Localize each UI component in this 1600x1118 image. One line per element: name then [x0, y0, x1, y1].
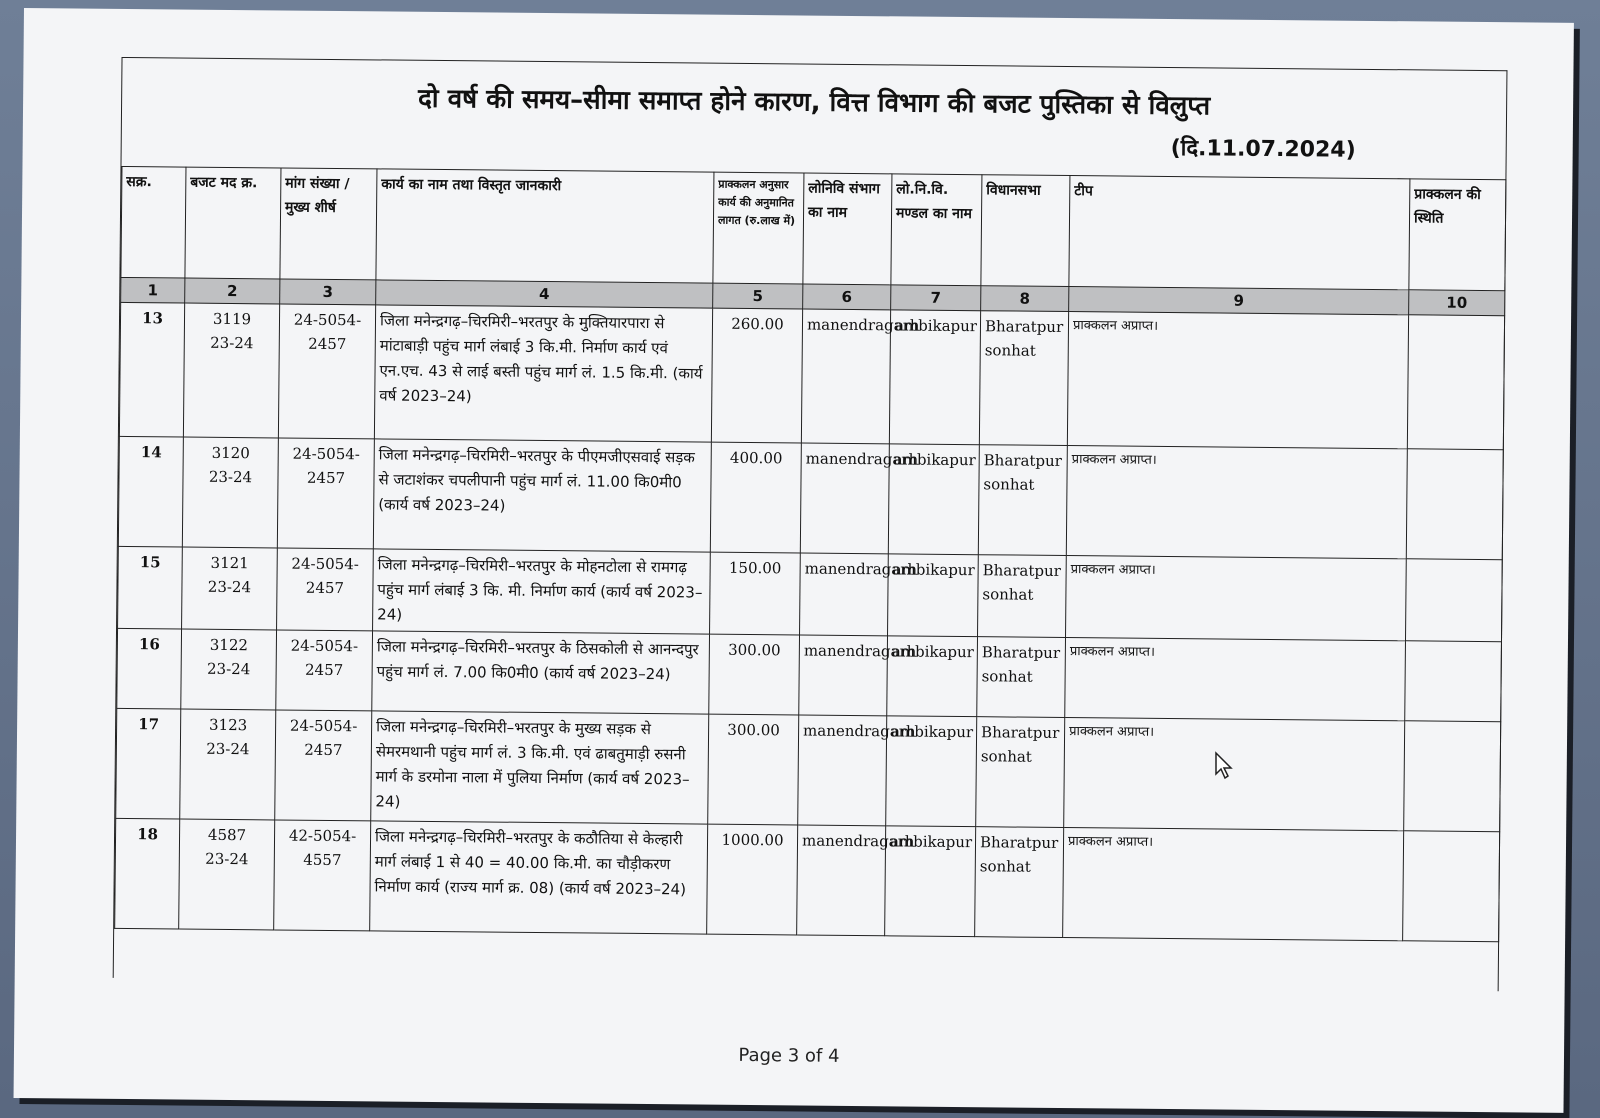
cell-cost: 300.00 [709, 634, 800, 715]
cell-circle: ambikapur [885, 826, 976, 937]
cell-status [1405, 559, 1502, 642]
cell-demand: 24-5054- 2457 [276, 630, 373, 711]
table-row [119, 302, 1504, 449]
cell-budget: 3120 23-24 [182, 437, 278, 548]
cell-budget: 3123 23-24 [180, 709, 276, 820]
document-frame [113, 57, 1508, 991]
header-work: कार्य का नाम तथा विस्तृत जानकारी [376, 169, 714, 283]
header-remark: टीप [1069, 176, 1410, 290]
cell-circle: ambikapur [886, 716, 977, 827]
table-row [117, 628, 1502, 721]
column-number: 3 [280, 279, 376, 305]
column-number: 7 [891, 285, 981, 311]
cell-demand: 42-5054- 4557 [274, 820, 371, 931]
cell-sno: 17 [116, 708, 181, 819]
cell-sno: 14 [118, 436, 183, 547]
cell-circle: ambikapur [887, 636, 978, 717]
cell-assembly: Bharatpur sonhat [975, 827, 1064, 938]
cell-remark: प्राक्कलन अप्राप्त। [1064, 718, 1405, 831]
cell-assembly: Bharatpur sonhat [979, 311, 1068, 446]
cell-budget: 3122 23-24 [181, 629, 277, 710]
document-date: (दि.11.07.2024) [1170, 136, 1356, 163]
header-budget: बजट मद क्र. [185, 167, 281, 279]
cell-demand: 24-5054- 2457 [277, 548, 374, 631]
mouse-cursor-icon [1214, 752, 1234, 780]
cell-work: जिला मनेन्द्रगढ़–चिरमिरी–भरतपुर के ठिसकोली से आनन्दपुर पहुंच मार्ग लं. 7.00 कि0मी0 (कार्य वर्ष 2023–24) [372, 631, 710, 714]
column-number: 8 [981, 286, 1069, 312]
header-status: प्राक्कलन की स्थिति [1409, 179, 1506, 291]
cell-cost: 300.00 [708, 714, 799, 825]
column-number: 2 [185, 278, 280, 304]
cell-demand: 24-5054- 2457 [278, 304, 375, 439]
header-sno: सक्र. [121, 166, 186, 278]
cell-remark: प्राक्कलन अप्राप्त। [1067, 312, 1408, 449]
cell-assembly: Bharatpur sonhat [977, 637, 1066, 718]
cell-remark: प्राक्कलन अप्राप्त। [1066, 556, 1407, 641]
cell-assembly: Bharatpur sonhat [978, 445, 1067, 556]
cell-sno: 16 [117, 628, 182, 709]
cell-cost: 1000.00 [707, 824, 798, 935]
cell-division: manendragarh [797, 825, 886, 936]
table-row [118, 436, 1503, 559]
cell-circle: ambikapur [888, 444, 979, 555]
cell-remark: प्राक्कलन अप्राप्त। [1066, 446, 1407, 559]
cell-division: manendragarh [801, 309, 890, 444]
cell-cost: 400.00 [710, 442, 801, 553]
cell-work: जिला मनेन्द्रगढ़–चिरमिरी–भरतपुर के कठौतिया से केल्हारी मार्ग लंबाई 1 से 40 = 40.00 कि.मी. का चौड़ीकरण निर्माण कार्य (राज्य मार्ग क्र. 08) (कार्य वर्ष 2023–24) [370, 821, 708, 934]
cell-division: manendragarh [800, 443, 889, 554]
column-number: 6 [803, 284, 891, 310]
cell-sno: 15 [118, 546, 183, 629]
column-number: 4 [376, 280, 713, 308]
cell-status [1406, 449, 1503, 560]
header-row [121, 166, 1506, 290]
cell-division: manendragarh [800, 553, 889, 636]
works-table [114, 166, 1506, 942]
cell-work: जिला मनेन्द्रगढ़–चिरमिरी–भरतपुर के पीएमजीएसवाई सड़क से जटाशंकर चपलीपानी पहुंच मार्ग लं. 11.00 कि0मी0 (कार्य वर्ष 2023–24) [373, 439, 711, 552]
table-row [118, 546, 1503, 641]
column-number: 9 [1069, 287, 1409, 315]
cell-status [1405, 641, 1502, 722]
cell-division: manendragarh [799, 635, 888, 716]
cell-budget: 3121 23-24 [182, 547, 278, 630]
cell-demand: 24-5054- 2457 [277, 438, 374, 549]
column-number: 10 [1409, 290, 1505, 316]
cell-sno: 18 [115, 818, 180, 929]
document-page [14, 8, 1574, 1113]
cell-budget: 3119 23-24 [183, 303, 279, 438]
cell-assembly: Bharatpur sonhat [978, 555, 1067, 638]
header-assembly: विधानसभा [981, 175, 1070, 287]
cell-cost: 260.00 [711, 308, 802, 443]
cell-remark: प्राक्कलन अप्राप्त। [1063, 828, 1404, 941]
cell-sno: 13 [119, 302, 184, 437]
cell-demand: 24-5054- 2457 [275, 710, 372, 821]
header-division: लोनिवि संभाग का नाम [803, 173, 892, 285]
column-number: 5 [713, 283, 803, 309]
cell-work: जिला मनेन्द्रगढ़–चिरमिरी–भरतपुर के मोहनटोला से रामगढ़ पहुंच मार्ग लंबाई 3 कि. मी. निर्माण कार्य (कार्य वर्ष 2023–24) [373, 549, 711, 634]
header-cost: प्राक्कलन अनुसार कार्य की अनुमानित लागत (रु.लाख में) [713, 172, 804, 284]
cell-status [1407, 315, 1504, 450]
document-title: दो वर्ष की समय–सीमा समाप्त होने कारण, वित्त विभाग की बजट पुस्तिका से विलुप्त [417, 83, 1211, 122]
table-row [116, 708, 1501, 831]
header-circle: लो.नि.वि. मण्डल का नाम [891, 174, 982, 286]
column-number: 1 [121, 277, 185, 303]
cell-work: जिला मनेन्द्रगढ़–चिरमिरी–भरतपुर के मुक्तियारपारा से मांटाबाड़ी पहुंच मार्ग लंबाई 3 कि.मी. निर्माण कार्य एवं एन.एच. 43 से लाई बस्ती पहुंच मार्ग लं. 1.5 कि.मी. (कार्य वर्ष 2023–24) [374, 305, 712, 442]
cell-cost: 150.00 [710, 552, 801, 635]
cell-division: manendragarh [798, 715, 887, 826]
table-row [115, 818, 1500, 941]
cell-assembly: Bharatpur sonhat [976, 717, 1065, 828]
cell-circle: ambikapur [888, 554, 979, 637]
cell-circle: ambikapur [889, 310, 980, 445]
cell-work: जिला मनेन्द्रगढ़–चिरमिरी–भरतपुर के मुख्य सड़क से सेमरमथानी पहुंच मार्ग लं. 3 कि.मी. एवं ढाबतुमाड़ी रुसनी मार्ग के डरमोना नाला में पुलिया निर्माण (कार्य वर्ष 2023–24) [371, 711, 709, 824]
cell-budget: 4587 23-24 [179, 819, 275, 930]
cell-status [1403, 831, 1500, 942]
page-indicator: Page 3 of 4 [738, 1044, 840, 1067]
cell-remark: प्राक्कलन अप्राप्त। [1065, 638, 1406, 721]
header-demand: मांग संख्या / मुख्य शीर्ष [280, 168, 377, 280]
cell-status [1404, 721, 1501, 832]
